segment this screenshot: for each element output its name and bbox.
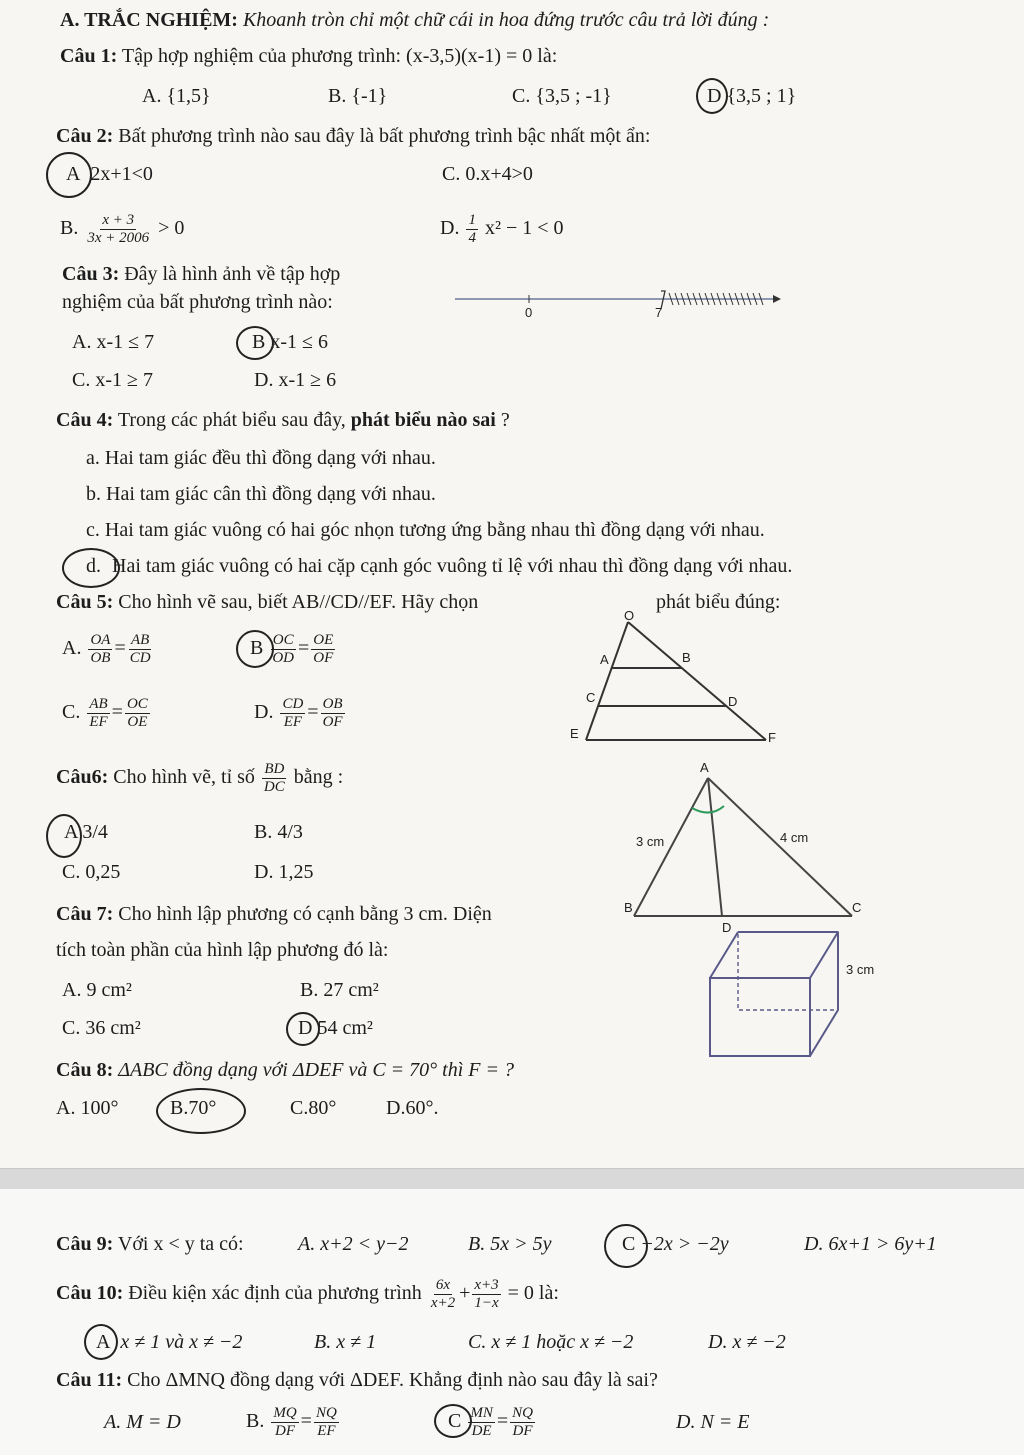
q5-a-letter: A. xyxy=(62,637,82,659)
q5-d-d1: EF xyxy=(283,713,303,730)
q2-d-denominator: 4 xyxy=(468,229,476,246)
q11-c-d1: DE xyxy=(471,1422,492,1439)
q10-option-c[interactable]: C. x ≠ 1 hoặc x ≠ −2 xyxy=(468,1331,634,1353)
q2-d-numerator: 1 xyxy=(468,211,476,228)
q2-option-b[interactable] xyxy=(60,208,184,248)
q2-option-d-fraction xyxy=(466,212,478,247)
q11-c-frac1 xyxy=(468,1405,495,1440)
q4-option-d-letter: d. xyxy=(86,555,101,577)
q5-b-d2: OF xyxy=(313,649,334,666)
q4-stem xyxy=(56,408,510,432)
q6-point-d: D xyxy=(722,920,732,935)
q10-tail: = 0 là: xyxy=(507,1282,559,1304)
q8-option-b[interactable]: B.70° xyxy=(170,1097,217,1119)
q5-b-n1: OC xyxy=(272,631,294,648)
axis-zero-label: 0 xyxy=(525,305,533,320)
q7-d-text: 54 cm² xyxy=(317,1017,373,1039)
q5-b-frac1 xyxy=(270,632,296,667)
q10-option-d[interactable]: D. x ≠ −2 xyxy=(708,1331,786,1353)
q10-stem xyxy=(56,1272,559,1314)
q5-a-eq: = xyxy=(114,637,126,659)
q4-option-a[interactable]: a. Hai tam giác đều thì đồng dạng với nhau. xyxy=(86,447,436,469)
q9-option-a[interactable]: A. x+2 < y−2 xyxy=(298,1233,409,1255)
q11-b-frac2 xyxy=(314,1405,339,1440)
q10-frac1 xyxy=(429,1277,457,1312)
q3-option-b-letter: B xyxy=(252,331,266,353)
q5-b-n2: OE xyxy=(313,631,334,648)
q6-denominator: DC xyxy=(263,778,285,795)
q11-c-d2: DF xyxy=(512,1422,533,1439)
q5-b-eq: = xyxy=(298,637,310,659)
q3-option-c[interactable]: C. x-1 ≥ 7 xyxy=(72,369,153,391)
section-header xyxy=(60,8,769,32)
q11-b-eq: = xyxy=(300,1410,312,1432)
q1-option-b[interactable]: B. {-1} xyxy=(328,85,388,107)
q10-a-letter: A xyxy=(96,1331,110,1353)
q6-point-c: C xyxy=(852,900,862,915)
q5-stem xyxy=(56,590,478,614)
q6-side-ac-label: 4 cm xyxy=(780,830,809,845)
q4-option-c[interactable]: c. Hai tam giác vuông có hai góc nhọn tương ứng bằng nhau thì đồng dạng với nhau. xyxy=(86,519,765,541)
q6-option-d[interactable]: D. 1,25 xyxy=(254,861,314,883)
q2-option-a-letter: A xyxy=(66,163,80,185)
q5-option-a[interactable] xyxy=(62,628,155,668)
q4-option-b[interactable]: b. Hai tam giác cân thì đồng dạng với nhau. xyxy=(86,483,436,505)
q7-cube-edge-label: 3 cm xyxy=(846,962,875,977)
q9-text: Với x < y ta có: xyxy=(117,1233,244,1255)
q11-text: Cho ΔMNQ đồng dạng với ΔDEF. Khẳng định nào sau đây là sai? xyxy=(127,1369,658,1391)
q6-a-text: 3/4 xyxy=(82,821,108,843)
q10-text: Điều kiện xác định của phương trình xyxy=(128,1282,422,1304)
q2-text: Bất phương trình nào sau đây là bất phương trình bậc nhất một ẩn: xyxy=(118,125,651,147)
q9-stem xyxy=(56,1232,244,1256)
q3-number-line xyxy=(455,285,785,325)
q5-point-d: D xyxy=(728,694,738,709)
q5-d-frac2 xyxy=(321,696,345,731)
q11-c-n1: MN xyxy=(470,1404,493,1421)
q10-plus: + xyxy=(459,1282,471,1304)
q2-option-c[interactable]: C. 0.x+4>0 xyxy=(442,163,533,185)
q8-stem xyxy=(56,1058,514,1082)
q1-answer-circle xyxy=(696,78,728,114)
q2-b-numerator: x + 3 xyxy=(102,211,135,228)
q5-b-letter: B xyxy=(250,637,264,659)
q7-text: Cho hình lập phương có cạnh bằng 3 cm. Diện xyxy=(118,903,492,925)
q5-c-eq: = xyxy=(111,701,123,723)
q2-option-d[interactable] xyxy=(440,208,564,248)
q8-answer-circle xyxy=(156,1088,246,1134)
q5-stem-continued: phát biểu đúng: xyxy=(656,591,781,613)
q1-text: Tập hợp nghiệm của phương trình: (x-3,5)(x-1) = 0 là: xyxy=(121,45,558,67)
q11-stem xyxy=(56,1368,658,1392)
q7-stem-line2: tích toàn phần của hình lập phương đó là: xyxy=(56,939,389,961)
q7-cube-figure xyxy=(700,924,880,1064)
q4-label: Câu 4: xyxy=(56,409,114,431)
q5-point-b: B xyxy=(682,650,691,665)
q9-option-d[interactable]: D. 6x+1 > 6y+1 xyxy=(804,1233,937,1255)
q5-option-c[interactable] xyxy=(62,692,152,732)
q6-answer-circle xyxy=(46,814,82,858)
q5-d-n1: CD xyxy=(282,695,304,712)
q2-stem xyxy=(56,124,650,148)
q8-label: Câu 8: xyxy=(56,1059,114,1081)
q1-option-d-text: {3,5 ; 1} xyxy=(726,85,797,107)
q1-option-a[interactable]: A. {1,5} xyxy=(142,85,211,107)
q6-option-b[interactable]: B. 4/3 xyxy=(254,821,303,843)
q6-fraction xyxy=(262,761,287,796)
q4-text-bold: phát biểu nào sai xyxy=(350,409,496,431)
q11-b-frac1 xyxy=(271,1405,298,1440)
q9-c-letter: C xyxy=(622,1233,636,1255)
q5-c-d2: OE xyxy=(127,713,148,730)
q2-option-b-fraction xyxy=(85,212,151,247)
q2-option-d-letter: D. xyxy=(440,217,460,239)
q5-option-d[interactable] xyxy=(254,692,347,732)
axis-seven-label: 7 xyxy=(655,305,663,320)
q10-a-text: x ≠ 1 và x ≠ −2 xyxy=(120,1331,243,1353)
q8-option-a[interactable]: A. 100° xyxy=(56,1097,119,1119)
q5-d-n2: OB xyxy=(322,695,343,712)
q8-option-c[interactable]: C.80° xyxy=(290,1097,337,1119)
q4-answer-circle xyxy=(62,548,120,588)
q6-label: Câu6: xyxy=(56,766,109,788)
q2-option-b-tail: > 0 xyxy=(158,217,185,239)
q5-b-d1: OD xyxy=(272,649,295,666)
q5-d-frac1 xyxy=(280,696,305,731)
q11-b-d1: DF xyxy=(275,1422,295,1439)
q7-stem xyxy=(56,902,492,926)
q6-triangle-figure xyxy=(620,758,862,935)
q7-label: Câu 7: xyxy=(56,903,114,925)
q5-text: Cho hình vẽ sau, biết AB//CD//EF. Hãy chọn xyxy=(118,591,479,613)
q9-option-b[interactable]: B. 5x > 5y xyxy=(468,1233,552,1255)
q1-option-d-letter: D xyxy=(707,85,722,107)
q11-option-a[interactable]: A. M = D xyxy=(104,1411,181,1433)
q10-label: Câu 10: xyxy=(56,1282,124,1304)
q2-option-b-letter: B. xyxy=(60,217,79,239)
q5-c-n2: OC xyxy=(126,695,148,712)
q5-a-frac2 xyxy=(128,632,153,667)
q3-option-b-text: x-1 ≤ 6 xyxy=(270,331,328,353)
q10-n1: 6x xyxy=(435,1276,451,1293)
q5-a-frac1 xyxy=(88,632,112,667)
q6-stem xyxy=(56,756,343,798)
q6-point-b: B xyxy=(624,900,633,915)
page-separator xyxy=(0,1168,1024,1190)
q6-side-ab-label: 3 cm xyxy=(636,834,665,849)
q11-b-n1: MQ xyxy=(273,1404,297,1421)
q6-point-a: A xyxy=(700,760,709,775)
q1-stem xyxy=(60,44,557,68)
q11-answer-circle xyxy=(434,1404,472,1438)
q3-option-d[interactable]: D. x-1 ≥ 6 xyxy=(254,369,337,391)
q5-point-a: A xyxy=(600,652,609,667)
q11-c-letter: C xyxy=(448,1410,462,1432)
section-title: A. TRẮC NGHIỆM: xyxy=(60,9,238,31)
q11-b-letter: B. xyxy=(246,1410,265,1432)
q5-b-frac2 xyxy=(311,632,335,667)
q2-answer-circle xyxy=(46,152,92,198)
q7-option-a[interactable]: A. 9 cm² xyxy=(62,979,132,1001)
q6-option-c[interactable]: C. 0,25 xyxy=(62,861,121,883)
q6-text-end: bằng : xyxy=(293,766,344,788)
q3-option-a[interactable]: A. x-1 ≤ 7 xyxy=(72,331,155,353)
q5-point-e: E xyxy=(570,726,579,741)
q3-stem-line2: nghiệm của bất phương trình nào: xyxy=(62,291,333,313)
q2-label: Câu 2: xyxy=(56,125,114,147)
number-line-arrow xyxy=(773,295,781,303)
q5-c-frac1 xyxy=(87,696,109,731)
q9-label: Câu 9: xyxy=(56,1233,114,1255)
q5-answer-circle xyxy=(236,630,274,668)
q5-d-eq: = xyxy=(307,701,319,723)
q10-frac2 xyxy=(472,1277,500,1312)
q7-d-letter: D xyxy=(298,1017,313,1039)
q4-text-end: ? xyxy=(500,409,510,431)
q5-d-d2: OF xyxy=(322,713,343,730)
q5-c-d1: EF xyxy=(89,713,108,730)
q10-d1: x+2 xyxy=(430,1294,456,1311)
q5-a-d2: CD xyxy=(129,649,151,666)
q5-point-f: F xyxy=(768,730,776,745)
q11-b-n2: NQ xyxy=(315,1404,337,1421)
q6-numerator: BD xyxy=(264,760,285,777)
q11-c-n2: NQ xyxy=(512,1404,533,1421)
q2-b-denominator: 3x + 2006 xyxy=(87,229,150,246)
q7-answer-circle xyxy=(286,1012,320,1046)
q8-text: ΔABC đồng dạng với ΔDEF và C = 70° thì F = ? xyxy=(118,1059,515,1081)
q5-parallel-lines-figure xyxy=(560,608,790,752)
q5-point-o: O xyxy=(624,608,635,623)
q11-c-frac2 xyxy=(510,1405,535,1440)
q5-a-n1: OA xyxy=(90,631,111,648)
q9-c-text: −2x > −2y xyxy=(640,1233,729,1255)
q11-c-eq: = xyxy=(496,1410,509,1432)
q4-text: Trong các phát biểu sau đây, xyxy=(117,409,346,431)
q5-a-d1: OB xyxy=(90,649,111,666)
q7-option-c[interactable]: C. 36 cm² xyxy=(62,1017,141,1039)
q10-n2: x+3 xyxy=(474,1276,499,1293)
q5-c-n1: AB xyxy=(89,695,108,712)
q3-answer-circle xyxy=(236,326,274,360)
q1-label: Câu 1: xyxy=(60,45,118,67)
q9-answer-circle xyxy=(604,1224,648,1268)
q5-point-c: C xyxy=(586,690,596,705)
q3-label: Câu 3: xyxy=(62,263,120,285)
q5-d-letter: D. xyxy=(254,701,274,723)
q4-option-d[interactable] xyxy=(86,554,792,578)
q5-c-frac2 xyxy=(125,696,150,731)
q8-option-d[interactable]: D.60°. xyxy=(386,1097,439,1119)
q7-option-b[interactable]: B. 27 cm² xyxy=(300,979,379,1001)
q11-label: Câu 11: xyxy=(56,1369,123,1391)
q10-option-b[interactable]: B. x ≠ 1 xyxy=(314,1331,377,1353)
q1-option-c[interactable]: C. {3,5 ; -1} xyxy=(512,85,612,107)
q3-stem-line1 xyxy=(62,262,340,286)
q6-text: Cho hình vẽ, tỉ số xyxy=(113,766,255,788)
q2-option-a-text: 2x+1<0 xyxy=(90,163,153,185)
q10-answer-circle xyxy=(84,1324,118,1360)
q11-option-b[interactable] xyxy=(246,1400,341,1442)
q2-option-d-tail: x² − 1 < 0 xyxy=(484,217,564,239)
q6-a-letter: A xyxy=(64,821,78,843)
q3-line1: Đây là hình ảnh về tập hợp xyxy=(124,263,341,285)
q5-c-letter: C. xyxy=(62,701,81,723)
q11-option-d[interactable]: D. N = E xyxy=(676,1411,750,1433)
q5-label: Câu 5: xyxy=(56,591,114,613)
section-instruction: Khoanh tròn chỉ một chữ cái in hoa đứng trước câu trả lời đúng : xyxy=(242,9,770,31)
q4-option-d-text: Hai tam giác vuông có hai cặp cạnh góc vuông tỉ lệ với nhau thì đồng dạng với nhau. xyxy=(112,555,793,577)
q10-d2: 1−x xyxy=(474,1294,499,1311)
q5-a-n2: AB xyxy=(130,631,150,648)
q11-b-d2: EF xyxy=(317,1422,336,1439)
